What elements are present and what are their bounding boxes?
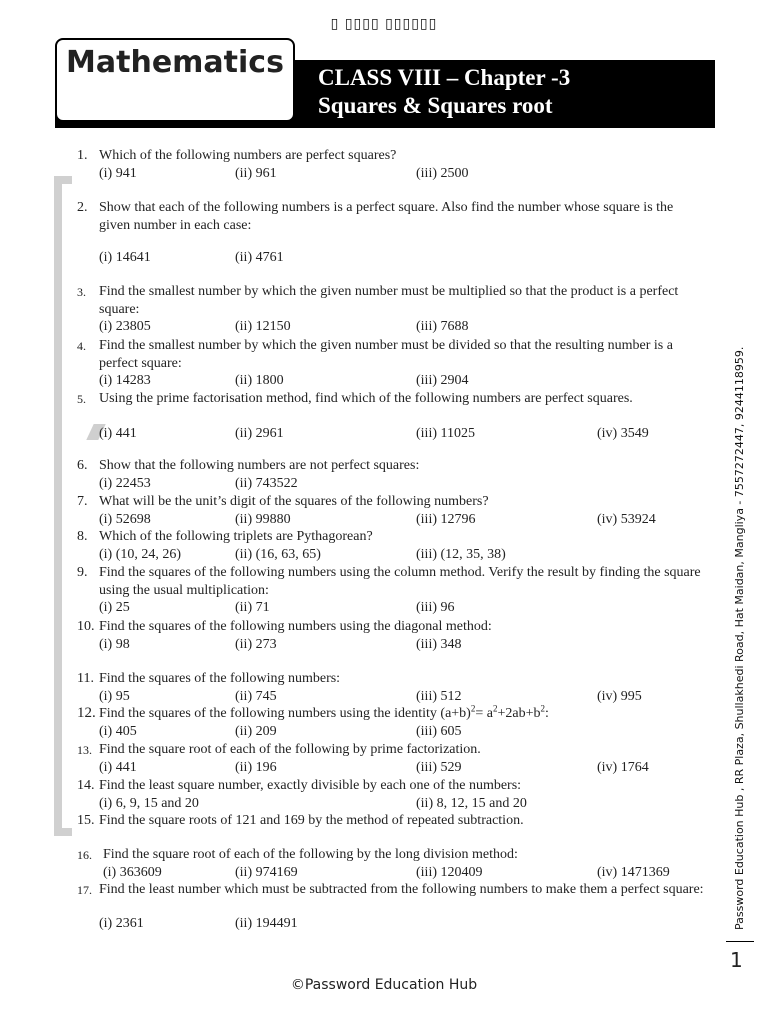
question-number: 12.: [77, 705, 96, 721]
option: (ii) 12150: [235, 319, 291, 334]
question-options: [99, 795, 707, 813]
question-number: 9.: [77, 565, 88, 580]
option: (ii) 974169: [235, 864, 298, 880]
option: (ii) 2961: [235, 425, 284, 441]
question-text: Find the squares of the following numbers:: [99, 671, 341, 686]
question-options: [99, 475, 707, 493]
question-options: [99, 511, 707, 529]
option: (iii) 512: [416, 688, 462, 704]
question-text: Find the squares of the following numbers using the identity $(a+b)^2= a^2+2ab+b^2$:: [99, 703, 549, 721]
option: (i) 14641: [99, 250, 151, 265]
question-text: Find the smallest number by which the given number must be multiplied so that the product is a perfect square:: [99, 284, 679, 317]
question-number: 5.: [77, 392, 86, 406]
option: (i) 2361: [99, 915, 144, 931]
question-number: 10.: [77, 619, 95, 634]
question-options: [99, 723, 707, 741]
question-number: 17.: [77, 883, 92, 897]
option: (i) (10, 24, 26): [99, 546, 182, 562]
option: (ii) 273: [235, 636, 277, 652]
option: (ii) 4761: [235, 250, 284, 265]
question-2: [77, 199, 707, 267]
option: (i) 98: [99, 636, 130, 652]
option: (ii) 194491: [235, 915, 298, 931]
question-text: Show that the following numbers are not perfect squares:: [99, 458, 420, 473]
option: (ii) 743522: [235, 475, 298, 491]
option: (i) 6, 9, 15 and 20: [99, 795, 199, 811]
question-text: Show that each of the following numbers is a perfect square. Also find the number whose square is the given number in each case:: [99, 200, 674, 233]
option: (i) 25: [99, 600, 130, 615]
footer-copyright: ©Password Education Hub: [290, 977, 478, 993]
question-number: 2.: [77, 200, 88, 215]
chapter-line-2: Squares & Squares root: [318, 93, 553, 118]
subject-title: Mathematics: [55, 38, 295, 122]
question-number: 15.: [77, 813, 95, 828]
option: (i) 405: [99, 723, 137, 739]
question-number: 4.: [77, 339, 86, 353]
option: (ii) 1800: [235, 373, 284, 388]
option: (i) 95: [99, 688, 130, 704]
question-number: 3.: [77, 285, 86, 299]
option: (ii) 8, 12, 15 and 20: [416, 795, 527, 811]
option: (iv) 3549: [597, 425, 649, 441]
option: (iii) 605: [416, 723, 462, 739]
question-10: [77, 618, 707, 653]
question-options: [99, 915, 707, 933]
option: (ii) 745: [235, 688, 277, 704]
question-options: [99, 249, 707, 267]
option: (iii) 7688: [416, 319, 469, 334]
option: (i) 441: [99, 425, 137, 441]
question-text: Which of the following numbers are perfect squares?: [99, 148, 397, 163]
question-text: Find the least number which must be subtracted from the following numbers to make them a perfect square:: [99, 882, 704, 897]
option: (i) 52698: [99, 511, 151, 527]
option: (iii) 348: [416, 636, 462, 652]
divider: [726, 941, 754, 942]
question-text: Find the squares of the following numbers using the diagonal method:: [99, 619, 492, 634]
question-number: 1.: [77, 148, 88, 163]
option: (ii) 961: [235, 165, 277, 181]
question-options: [99, 372, 707, 390]
option: (i) 23805: [99, 319, 151, 334]
question-number: 7.: [77, 494, 88, 509]
question-number: 16.: [77, 848, 92, 862]
question-text: Find the square root of each of the following by prime factorization.: [99, 742, 481, 757]
question-1: [77, 147, 707, 182]
question-16: [77, 846, 707, 881]
question-text: Find the square roots of 121 and 169 by the method of repeated subtraction.: [99, 813, 524, 828]
header-glyphs: ▯ ▯▯▯▯ ▯▯▯▯▯▯: [330, 16, 438, 32]
question-options: [103, 864, 707, 882]
question-text: Which of the following triplets are Pythagorean?: [99, 529, 373, 544]
option: (i) 22453: [99, 475, 151, 491]
publisher-contact: Password Education Hub , RR Plaza, Shullakhedi Road, Hat Maidan, Mangliya - 7557272447, 9244118959.: [733, 346, 746, 930]
question-options: [99, 599, 707, 617]
option: (iii) 529: [416, 759, 462, 775]
option: (ii) 71: [235, 600, 270, 615]
option: (iii) (12, 35, 38): [416, 546, 506, 562]
option: (iv) 53924: [597, 511, 656, 527]
question-text: Find the smallest number by which the given number must be divided so that the resulting number is a perfect square:: [99, 338, 673, 371]
question-13: [77, 741, 707, 776]
option: (i) 363609: [103, 864, 162, 880]
question-7: [77, 493, 707, 528]
question-17: [77, 881, 707, 932]
question-options: [99, 425, 707, 443]
question-text: Find the square root of each of the following by the long division method:: [103, 847, 518, 862]
option: (i) 14283: [99, 373, 151, 388]
option: (i) 941: [99, 165, 137, 181]
question-11: [77, 670, 707, 705]
question-number: 6.: [77, 458, 88, 473]
option: (iv) 995: [597, 688, 642, 704]
chapter-line-1: CLASS VIII – Chapter -3: [318, 65, 571, 90]
question-15: [77, 812, 707, 830]
question-text: What will be the unit’s digit of the squares of the following numbers?: [99, 494, 489, 509]
question-number: 11.: [77, 671, 94, 686]
question-9: [77, 564, 707, 617]
question-number: 8.: [77, 529, 88, 544]
question-options: [99, 636, 707, 654]
question-text: Using the prime factorisation method, find which of the following numbers are perfect squares.: [99, 391, 633, 406]
question-text: Find the squares of the following numbers using the column method. Verify the result by finding the square using the usual multiplication:: [99, 565, 701, 598]
option: (iii) 12796: [416, 511, 476, 527]
option: (ii) (16, 63, 65): [235, 546, 321, 562]
page-number: 1: [730, 948, 743, 972]
question-14: [77, 777, 707, 812]
question-options: [99, 759, 707, 777]
question-number: 13.: [77, 743, 92, 757]
option: (iii) 120409: [416, 864, 483, 880]
question-number: 14.: [77, 778, 95, 793]
option: (iii) 11025: [416, 425, 475, 441]
question-6: [77, 457, 707, 492]
question-text: Find the least square number, exactly divisible by each one of the numbers:: [99, 778, 522, 793]
question-5: [77, 390, 707, 442]
question-4: [77, 337, 707, 390]
question-options: [99, 165, 707, 183]
question-options: [99, 688, 707, 706]
option: (iv) 1764: [597, 759, 649, 775]
option: (ii) 196: [235, 759, 277, 775]
option: (iii) 96: [416, 600, 455, 615]
option: (i) 441: [99, 759, 137, 775]
question-options: [99, 318, 707, 336]
question-options: [99, 546, 707, 564]
option: (ii) 99880: [235, 511, 291, 527]
option: (ii) 209: [235, 723, 277, 739]
question-12: [77, 705, 707, 740]
option: (iii) 2904: [416, 373, 469, 388]
option: (iv) 1471369: [597, 864, 670, 880]
question-3: [77, 283, 707, 336]
question-8: [77, 528, 707, 563]
option: (iii) 2500: [416, 165, 469, 181]
